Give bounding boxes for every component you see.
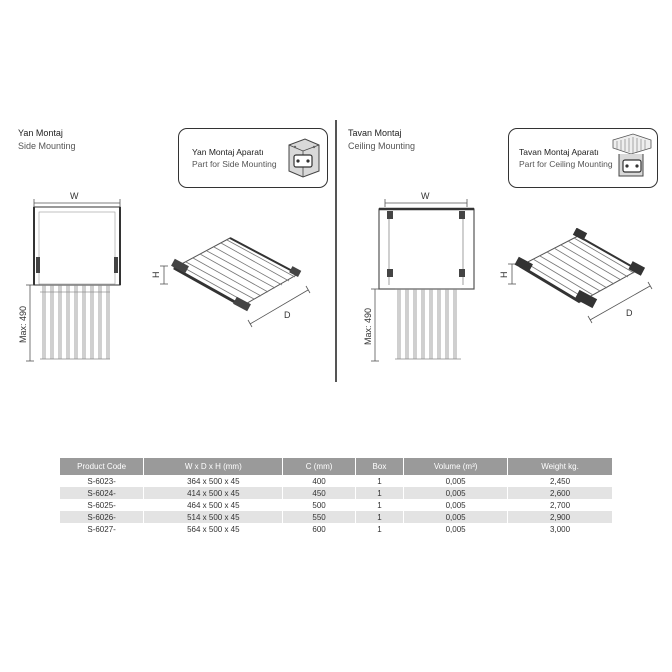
- ceiling-callout-title: Tavan Montaj Aparatı: [519, 147, 599, 157]
- cell-c: 600: [283, 523, 355, 535]
- cell-weight: 2,600: [508, 487, 613, 499]
- ceiling-mount-subtitle: Ceiling Mounting: [348, 141, 416, 151]
- table-row: [60, 475, 613, 487]
- ceiling-mount-title: Tavan Montaj: [348, 128, 402, 138]
- cell-volume: 0,005: [404, 475, 508, 487]
- ceiling-callout-subtitle: Part for Ceiling Mounting: [519, 159, 613, 169]
- col-header: Weight kg.: [508, 458, 613, 475]
- cell-volume: 0,005: [404, 511, 508, 523]
- cell-box: 1: [355, 511, 404, 523]
- cell-dimensions: 364 x 500 x 45: [144, 475, 283, 487]
- col-header: Product Code: [60, 458, 144, 475]
- ceiling-bracket-icon: [609, 132, 655, 182]
- side-dim-h: H: [151, 271, 161, 278]
- cell-product-code: S-6023-: [60, 475, 144, 487]
- ceiling-front-drawing: [345, 185, 480, 370]
- ceiling-mount-callout: [508, 128, 658, 188]
- side-dim-max: Max: 490: [18, 305, 28, 343]
- table-row: [60, 511, 613, 523]
- col-header: Volume (m³): [404, 458, 508, 475]
- cell-volume: 0,005: [404, 523, 508, 535]
- side-front-drawing: [10, 185, 125, 370]
- col-header: C (mm): [283, 458, 355, 475]
- cell-dimensions: 464 x 500 x 45: [144, 499, 283, 511]
- side-mount-callout: [178, 128, 328, 188]
- table-header-row: [60, 458, 613, 475]
- ceiling-iso-drawing: [498, 228, 668, 328]
- side-dim-w: W: [70, 191, 79, 201]
- cell-box: 1: [355, 499, 404, 511]
- cell-dimensions: 564 x 500 x 45: [144, 523, 283, 535]
- cell-product-code: S-6024-: [60, 487, 144, 499]
- table-row: [60, 487, 613, 499]
- ceiling-dim-h: H: [499, 271, 509, 278]
- col-header: W x D x H (mm): [144, 458, 283, 475]
- side-callout-title: Yan Montaj Aparatı: [192, 147, 264, 157]
- side-mount-subtitle: Side Mounting: [18, 141, 76, 151]
- side-bracket-icon: [283, 135, 323, 181]
- cell-dimensions: 514 x 500 x 45: [144, 511, 283, 523]
- ceiling-dim-d: D: [626, 308, 633, 318]
- side-callout-subtitle: Part for Side Mounting: [192, 159, 277, 169]
- cell-volume: 0,005: [404, 499, 508, 511]
- col-header: Box: [355, 458, 404, 475]
- cell-c: 450: [283, 487, 355, 499]
- side-mount-title: Yan Montaj: [18, 128, 63, 138]
- cell-product-code: S-6025-: [60, 499, 144, 511]
- product-spec-table: [60, 458, 613, 535]
- cell-box: 1: [355, 487, 404, 499]
- cell-volume: 0,005: [404, 487, 508, 499]
- table-row: [60, 523, 613, 535]
- cell-product-code: S-6027-: [60, 523, 144, 535]
- cell-c: 500: [283, 499, 355, 511]
- section-divider: [335, 120, 337, 382]
- cell-weight: 2,450: [508, 475, 613, 487]
- cell-weight: 3,000: [508, 523, 613, 535]
- cell-c: 400: [283, 475, 355, 487]
- ceiling-dim-max: Max: 490: [363, 307, 373, 345]
- cell-dimensions: 414 x 500 x 45: [144, 487, 283, 499]
- side-dim-d: D: [284, 310, 291, 320]
- table-row: [60, 499, 613, 511]
- ceiling-dim-w: W: [421, 191, 430, 201]
- cell-box: 1: [355, 475, 404, 487]
- cell-c: 550: [283, 511, 355, 523]
- cell-weight: 2,900: [508, 511, 613, 523]
- cell-product-code: S-6026-: [60, 511, 144, 523]
- side-iso-drawing: [150, 228, 320, 328]
- cell-box: 1: [355, 523, 404, 535]
- cell-weight: 2,700: [508, 499, 613, 511]
